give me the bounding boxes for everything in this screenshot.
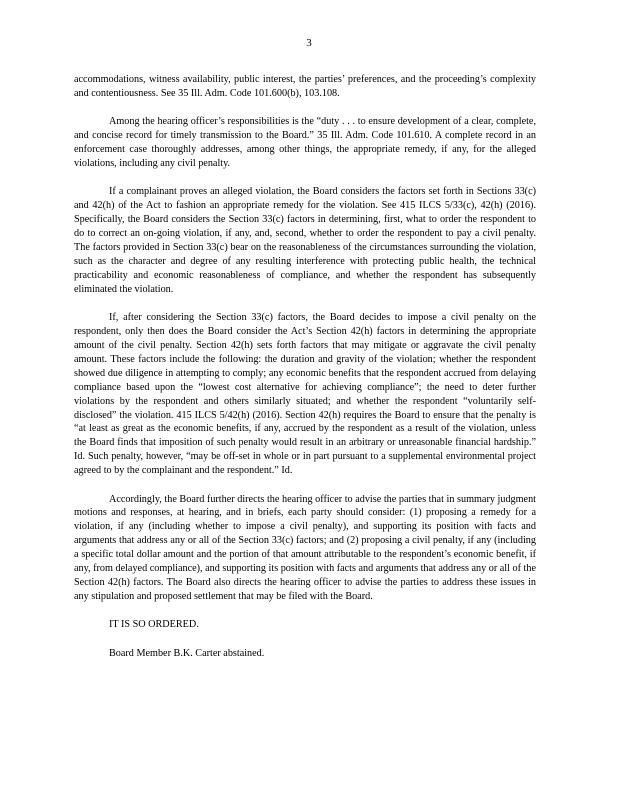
paragraph-hearing-factors: accommodations, witness availability, public interest, the parties’ preferences, and the proceeding’s complexity and contentiousness. See 35 Ill. Adm. Code 101.600(b), 103.108. <box>74 74 536 99</box>
page-number: 3 <box>306 37 312 49</box>
document-body <box>74 73 536 675</box>
order-statement: IT IS SO ORDERED. <box>109 619 199 631</box>
paragraph-hearing-officer-duty: Among the hearing officer’s responsibilities is the “duty . . . to ensure development of a clear, complete, and concise record for timely transmission to the Board.” 35 Ill. Adm. Code 101.610. A complete record in an enforcement case thoroughly addresses, among other things, the appropriate remedy, if any, for the alleged violations, including any civil penalty. <box>74 116 536 170</box>
paragraph-section-33c: If a complainant proves an alleged violation, the Board considers the factors set forth in Sections 33(c) and 42(h) of the Act to fashion an appropriate remedy for the violation. See 415 ILCS 5/33(c), 42(h) (2016). Specifically, the Board considers the Section 33(c) factors in determining, first, what to order the respondent to do to correct an on-going violation, if any, and, second, whether to order the respondent to pay a civil penalty. The factors provided in Section 33(c) bear on the reasonableness of the circumstances surrounding the violation, such as the character and degree of any resulting interference with protecting public health, the technical practicability and economic reasonableness of compliance, and whether the respondent has subsequently eliminated the violation. <box>74 186 536 295</box>
paragraph-section-42h: If, after considering the Section 33(c) factors, the Board decides to impose a civil penalty on the respondent, only then does the Board consider the Act’s Section 42(h) factors in determining the appropriate amount of the civil penalty. Section 42(h) sets forth factors that may mitigate or aggravate the civil penalty amount. These factors include the following: the duration and gravity of the violation; whether the respondent showed due diligence in attempting to comply; any economic benefits that the respondent accrued from delaying compliance based upon the “lowest cost alternative for achieving compliance”; the need to deter further violations by the respondent and others similarly situated; and whether the respondent “voluntarily self-disclosed” the violation. 415 ILCS 5/42(h) (2016). Section 42(h) requires the Board to ensure that the penalty is “at least as great as the economic benefits, if any, accrued by the respondent as a result of the violation, unless the Board finds that imposition of such penalty would result in an arbitrary or unreasonable financial hardship.” Id. Such penalty, however, “may be off-set in whole or in part pursuant to a supplemental environmental project agreed to by the complainant and the respondent.” Id. <box>74 312 536 477</box>
paragraph-directions: Accordingly, the Board further directs the hearing officer to advise the parties that in summary judgment motions and responses, at hearing, and in briefs, each party should consider: (1) proposing a remedy for a violation, if any (including whether to impose a civil penalty), and supporting its position with facts and arguments that address any or all of the Section 33(c) factors; and (2) proposing a civil penalty, if any (including a specific total dollar amount and the portion of that amount attributable to the respondent’s economic benefit, if any, from delayed compliance), and supporting its position with facts and arguments that address any or all of the Section 42(h) factors. The Board also directs the hearing officer to advise the parties to address these issues in any stipulation and proposed settlement that may be filed with the Board. <box>74 493 536 602</box>
abstention-note: Board Member B.K. Carter abstained. <box>109 647 265 659</box>
